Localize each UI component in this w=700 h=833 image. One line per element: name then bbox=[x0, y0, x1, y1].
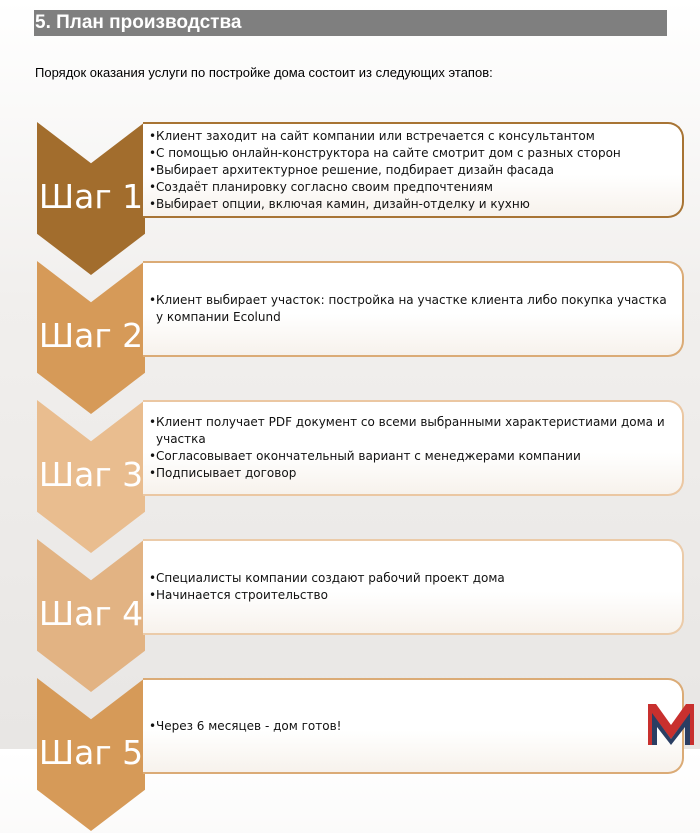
step-bullet-item: • Подписывает договор bbox=[149, 465, 676, 482]
step-description-box bbox=[143, 400, 684, 496]
step-description-box bbox=[143, 261, 684, 357]
step-bullet-item: • Клиент заходит на сайт компании или встречается с консультантом bbox=[149, 128, 676, 145]
m-logo-icon bbox=[646, 701, 696, 747]
step-1 bbox=[0, 122, 700, 277]
step-bullet-item: • Начинается строительство bbox=[149, 587, 676, 604]
step-label: Шаг 1 bbox=[38, 177, 144, 216]
step-label: Шаг 4 bbox=[38, 594, 144, 633]
step-bullet-item: • Клиент получает PDF документ со всеми выбранными характеристиами дома и участка bbox=[149, 414, 676, 448]
step-bullet-item: • Выбирает архитектурное решение, подбирает дизайн фасада bbox=[149, 162, 676, 179]
step-label: Шаг 3 bbox=[38, 455, 144, 494]
intro-text: Порядок оказания услуги по постройке дома состоит из следующих этапов: bbox=[35, 65, 493, 80]
step-2 bbox=[0, 261, 700, 416]
step-bullet-item: • Согласовывает окончательный вариант с менеджерами компании bbox=[149, 448, 676, 465]
step-description-box bbox=[143, 678, 684, 774]
step-bullet-item: • Через 6 месяцев - дом готов! bbox=[149, 718, 676, 735]
step-label: Шаг 5 bbox=[38, 733, 144, 772]
step-4 bbox=[0, 539, 700, 694]
section-title: 5. План производства bbox=[34, 10, 667, 36]
step-bullet-item: • С помощью онлайн-конструктора на сайте смотрит дом с разных сторон bbox=[149, 145, 676, 162]
step-description-box bbox=[143, 539, 684, 635]
step-bullet-item: • Выбирает опции, включая камин, дизайн-отделку и кухню bbox=[149, 196, 676, 213]
step-bullet-item: • Создаёт планировку согласно своим предпочтениям bbox=[149, 179, 676, 196]
step-5 bbox=[0, 678, 700, 833]
step-3 bbox=[0, 400, 700, 555]
step-bullet-item: • Клиент выбирает участок: постройка на участке клиента либо покупка участка у компании Ecolund bbox=[149, 292, 676, 326]
step-label: Шаг 2 bbox=[38, 316, 144, 355]
step-bullet-item: • Специалисты компании создают рабочий проект дома bbox=[149, 570, 676, 587]
step-description-box bbox=[143, 122, 684, 218]
